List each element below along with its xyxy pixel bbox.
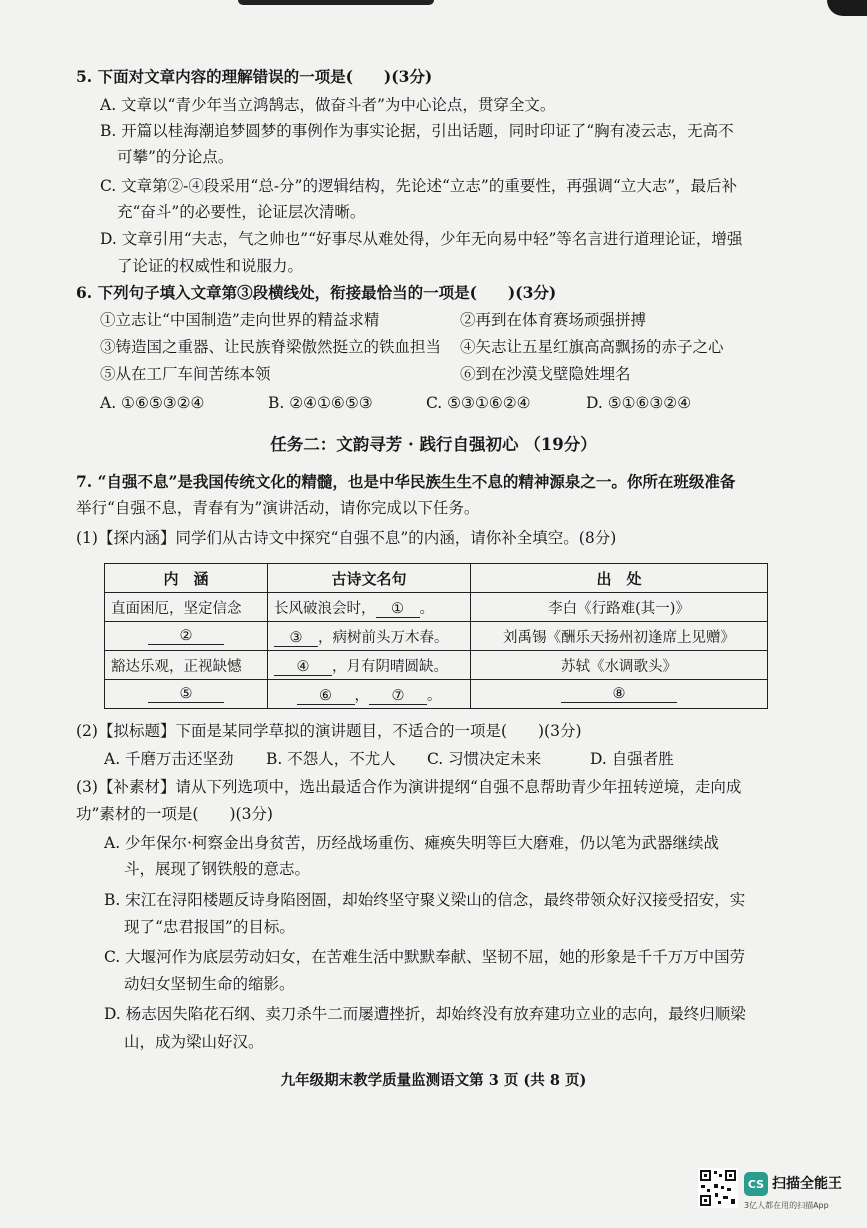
q7-part2-prompt: (2)【拟标题】下面是某同学草拟的演讲题目，不适合的一项是( )(3分): [76, 722, 582, 740]
blank-6[interactable]: ⑥: [297, 688, 355, 705]
table-cell-source: 苏轼《水调歌头》: [471, 651, 768, 680]
table-cell-source: 李白《行路难(其一)》: [471, 593, 768, 622]
logo-badge-text: CS: [747, 1177, 765, 1191]
scan-corner-shadow: [827, 0, 867, 16]
q7-stem-line1: 7. “自强不息”是我国传统文化的精髓，也是中华民族生生不息的精神源泉之一。你所在班级准备: [76, 472, 736, 491]
blank-7[interactable]: ⑦: [369, 688, 427, 705]
q7-stem-line2: 举行“自强不息，青春有为”演讲活动，请你完成以下任务。: [76, 499, 480, 517]
q6-sentence-4: ④矢志让五星红旗高高飘扬的赤子之心: [460, 338, 724, 356]
quote-text: ，月有阴晴圆缺。: [332, 658, 448, 675]
q5-option-d-line1: D. 文章引用“夫志，气之帅也”“好事尽从难处得，少年无向易中轻”等名言进行道理论证，增强: [100, 230, 743, 248]
table-cell-meaning: [105, 680, 268, 709]
q5-option-c-line2: 充“奋斗”的必要性，论证层次清晰。: [117, 203, 366, 221]
q7-part2-option-d: D. 自强者胜: [590, 750, 674, 768]
q6-sentence-1: ①立志让“中国制造”走向世界的精益求精: [100, 311, 380, 329]
blank-3[interactable]: ③: [274, 630, 318, 647]
q7-part3-option-b-line2: 现了“忠君报国”的目标。: [124, 918, 295, 936]
table-cell-quote: [268, 593, 471, 622]
q7-part3-option-d-line2: 山，成为梁山好汉。: [124, 1033, 264, 1051]
qr-code-icon: [698, 1168, 738, 1208]
q7-part3-option-a-line2: 斗，展现了钢铁般的意志。: [124, 860, 311, 878]
q5-option-b-line2: 可攀”的分论点。: [117, 148, 234, 166]
table-cell-quote: [268, 622, 471, 651]
q7-fill-table: [104, 563, 768, 709]
table-cell-meaning: 豁达乐观，正视缺憾: [105, 651, 268, 680]
quote-text: ，病树前头万木春。: [318, 629, 449, 646]
q6-option-c: C. ⑤③①⑥②④: [426, 394, 531, 412]
table-cell-meaning: [105, 622, 268, 651]
table-row: [105, 651, 768, 680]
q7-part3-option-b-line1: B. 宋江在浔阳楼题反诗身陷囹圄，却始终坚守聚义梁山的信念，最终带领众好汉接受招安，实: [104, 891, 746, 909]
table-cell-source: 刘禹锡《酬乐天扬州初逢席上见赠》: [471, 622, 768, 651]
table-cell-quote: [268, 651, 471, 680]
q6-sentence-3: ③铸造国之重器、让民族脊梁傲然挺立的铁血担当: [100, 338, 442, 356]
camscanner-logo-icon: [744, 1172, 768, 1196]
q7-part3-option-a-line1: A. 少年保尔·柯察金出身贫苦，历经战场重伤、瘫痪失明等巨大磨难，仍以笔为武器继续战: [104, 834, 719, 852]
q6-option-a: A. ①⑥⑤③②④: [100, 394, 205, 412]
table-row: [105, 680, 768, 709]
q7-part3-option-c-line1: C. 大堰河作为底层劳动妇女，在苦难生活中默默奉献、坚韧不屈，她的形象是千千万万中国劳: [104, 948, 746, 966]
table-header-row: [105, 564, 768, 593]
q6-option-b: B. ②④①⑥⑤③: [268, 394, 373, 412]
table-row: [105, 622, 768, 651]
scan-edge-shadow: [238, 0, 434, 5]
q5-option-b-line1: B. 开篇以桂海潮追梦圆梦的事例作为事实论据，引出话题，同时印证了“胸有凌云志，无高不: [100, 122, 734, 140]
q5-option-c-line1: C. 文章第②-④段采用“总-分”的逻辑结构，先论述“立志”的重要性，再强调“立大志”，最后补: [100, 177, 738, 195]
quote-punct: ，: [354, 687, 369, 704]
table-cell-source: [471, 680, 768, 709]
q7-part3-prompt-line1: (3)【补素材】请从下列选项中，选出最适合作为演讲提纲“自强不息帮助青少年扭转逆境，走向成: [76, 778, 742, 796]
q7-part1-prompt: (1)【探内涵】同学们从古诗文中探究“自强不息”的内涵，请你补全填空。(8分): [76, 529, 617, 547]
q7-part2-option-a: A. 千磨万击还坚劲: [104, 750, 234, 768]
blank-8[interactable]: ⑧: [561, 686, 677, 703]
q5-stem: 5. 下面对文章内容的理解错误的一项是( )(3分): [76, 67, 433, 86]
q7-part3-prompt-line2: 功”素材的一项是( )(3分): [76, 805, 273, 823]
table-cell-quote: [268, 680, 471, 709]
q7-part3-option-d-line1: D. 杨志因失陷花石纲、卖刀杀牛二而屡遭挫折，却始终没有放弃建功立业的志向，最终归顺梁: [104, 1005, 746, 1023]
blank-4[interactable]: ④: [274, 659, 332, 676]
quote-punct: 。: [427, 687, 442, 704]
page-footer: 九年级期末教学质量监测语文第 3 页 (共 8 页): [280, 1072, 587, 1089]
quote-text: 长风破浪会时，: [274, 600, 376, 617]
q5-option-a: A. 文章以“青少年当立鸿鹄志，做奋斗者”为中心论点，贯穿全文。: [100, 96, 556, 114]
app-tagline: 3亿人都在用的扫描App: [744, 1201, 829, 1210]
q7-part3-option-c-line2: 动妇女坚韧生命的缩影。: [124, 975, 295, 993]
blank-5[interactable]: ⑤: [148, 686, 224, 703]
q7-part2-option-c: C. 习惯决定未来: [427, 750, 542, 768]
quote-punct: 。: [419, 600, 434, 617]
blank-2[interactable]: ②: [148, 628, 224, 645]
section-heading: 任务二：文韵寻芳 · 践行自强初心 （19分）: [270, 435, 597, 454]
q6-sentence-6: ⑥到在沙漠戈壁隐姓埋名: [460, 365, 631, 383]
table-row: [105, 593, 768, 622]
table-header-source: 出 处: [471, 564, 768, 593]
q5-option-d-line2: 了论证的权威性和说服力。: [117, 257, 304, 275]
q7-part2-option-b: B. 不怨人，不尤人: [266, 750, 396, 768]
table-header-meaning: 内 涵: [105, 564, 268, 593]
table-header-quote: 古诗文名句: [268, 564, 471, 593]
q6-sentence-5: ⑤从在工厂车间苦练本领: [100, 365, 271, 383]
q6-sentence-2: ②再到在体育赛场顽强拼搏: [460, 311, 647, 329]
q6-stem: 6. 下列句子填入文章第③段横线处，衔接最恰当的一项是( )(3分): [76, 283, 557, 302]
q6-option-d: D. ⑤①⑥③②④: [586, 394, 692, 412]
table-cell-meaning: 直面困厄，坚定信念: [105, 593, 268, 622]
blank-1[interactable]: ①: [376, 601, 420, 618]
app-name: 扫描全能王: [772, 1176, 842, 1192]
